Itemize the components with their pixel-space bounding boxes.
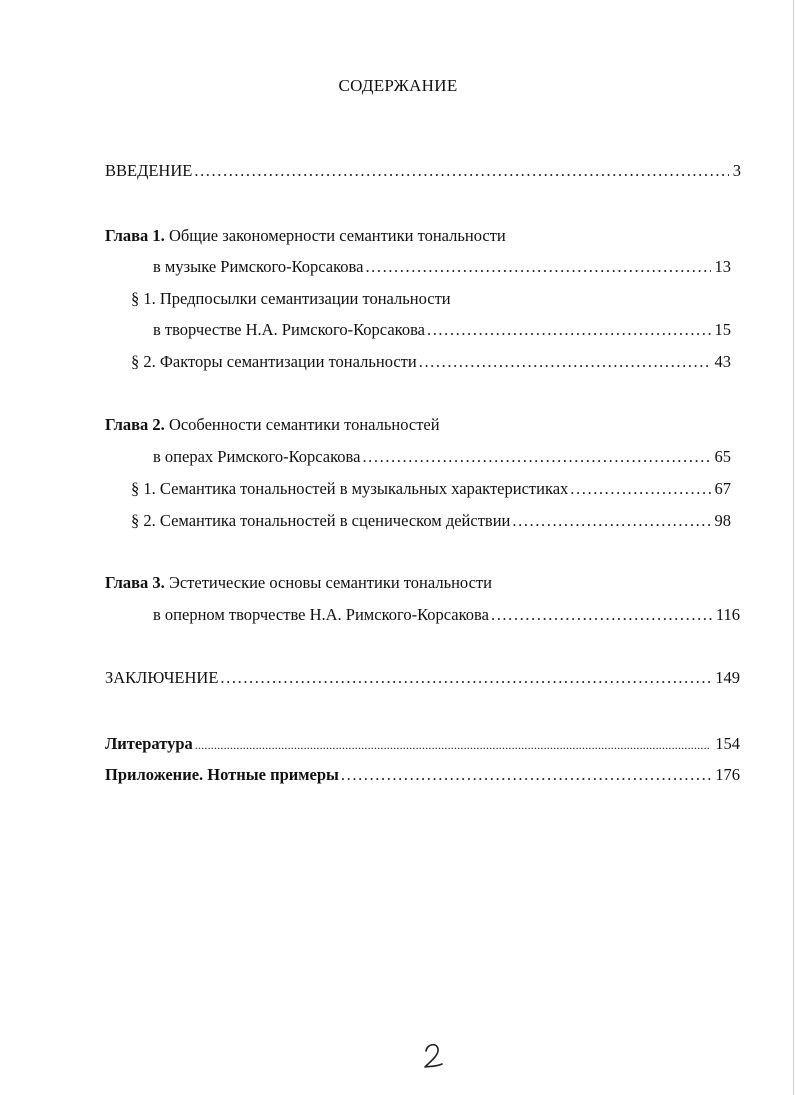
toc-page-number: 65 [714, 447, 731, 466]
dot-leader [512, 509, 710, 533]
chapter-number: Глава 3. [105, 573, 165, 592]
toc-entry-intro [105, 159, 741, 183]
toc-chapter3-heading [105, 571, 492, 595]
toc-page-number: 13 [714, 257, 731, 276]
toc-entry-label: ЗАКЛЮЧЕНИЕ [105, 668, 219, 687]
toc-entry-literature [105, 732, 740, 756]
toc-entry-label: в оперном творчестве Н.А. Римского-Корсакова [153, 605, 489, 624]
dot-leader [195, 733, 711, 757]
toc-page-number: 43 [714, 352, 731, 371]
toc-entry-label: § 2. Факторы семантизации тональности [131, 352, 417, 371]
handwritten-page-number [418, 1040, 452, 1074]
toc-entry-label: Литература [105, 734, 193, 753]
dot-leader [362, 445, 710, 469]
page-title: СОДЕРЖАНИЕ [338, 76, 458, 95]
toc-page-number: 116 [715, 605, 740, 624]
toc-chapter1-line2 [153, 255, 731, 279]
toc-section-1-2 [131, 350, 731, 374]
toc-entry-conclusion [105, 666, 740, 690]
chapter-title: Особенности семантики тональностей [164, 415, 440, 434]
toc-entry-label: § 2. Семантика тональностей в сценическом действии [131, 511, 511, 530]
toc-entry-appendix [105, 763, 740, 787]
toc-section-1-1-heading: § 1. Предпосылки семантизации тональности [131, 289, 451, 308]
toc-page-number: 3 [732, 161, 741, 180]
toc-entry-label: в музыке Римского-Корсакова [153, 257, 364, 276]
chapter-number: Глава 1. [105, 226, 165, 245]
dot-leader [194, 159, 728, 183]
toc-page-number: 176 [715, 765, 740, 784]
toc-entry-label: ВВЕДЕНИЕ [105, 161, 193, 180]
toc-entry-label: Приложение. Нотные примеры [105, 765, 339, 784]
dot-leader [570, 477, 710, 501]
toc-page-number: 67 [714, 479, 731, 498]
chapter-title: Эстетические основы семантики тональности [164, 573, 492, 592]
toc-chapter2-line2 [153, 445, 731, 469]
page-edge [793, 0, 794, 1095]
dot-leader [419, 350, 711, 374]
dot-leader [341, 763, 711, 787]
toc-chapter2-heading [105, 413, 440, 437]
toc-section-2-1 [131, 477, 731, 501]
chapter-title: Общие закономерности семантики тональности [164, 226, 506, 245]
toc-entry-label: в творчестве Н.А. Римского-Корсакова [153, 320, 425, 339]
toc-page-number: 15 [714, 320, 731, 339]
toc-entry-label: § 1. Семантика тональностей в музыкальных характеристиках [131, 479, 569, 498]
toc-page-number: 149 [715, 668, 740, 687]
toc-section-2-2 [131, 509, 731, 533]
toc-section-1-1-line2 [153, 318, 731, 342]
toc-page-number: 98 [714, 511, 731, 530]
chapter-number: Глава 2. [105, 415, 165, 434]
dot-leader [491, 603, 712, 627]
toc-page-number: 154 [715, 734, 740, 753]
dot-leader [220, 666, 711, 690]
toc-entry-label: в операх Римского-Корсакова [153, 447, 361, 466]
dot-leader [365, 255, 710, 279]
dot-leader [427, 318, 711, 342]
toc-chapter3-line2 [153, 603, 740, 627]
toc-chapter1-heading [105, 224, 506, 248]
